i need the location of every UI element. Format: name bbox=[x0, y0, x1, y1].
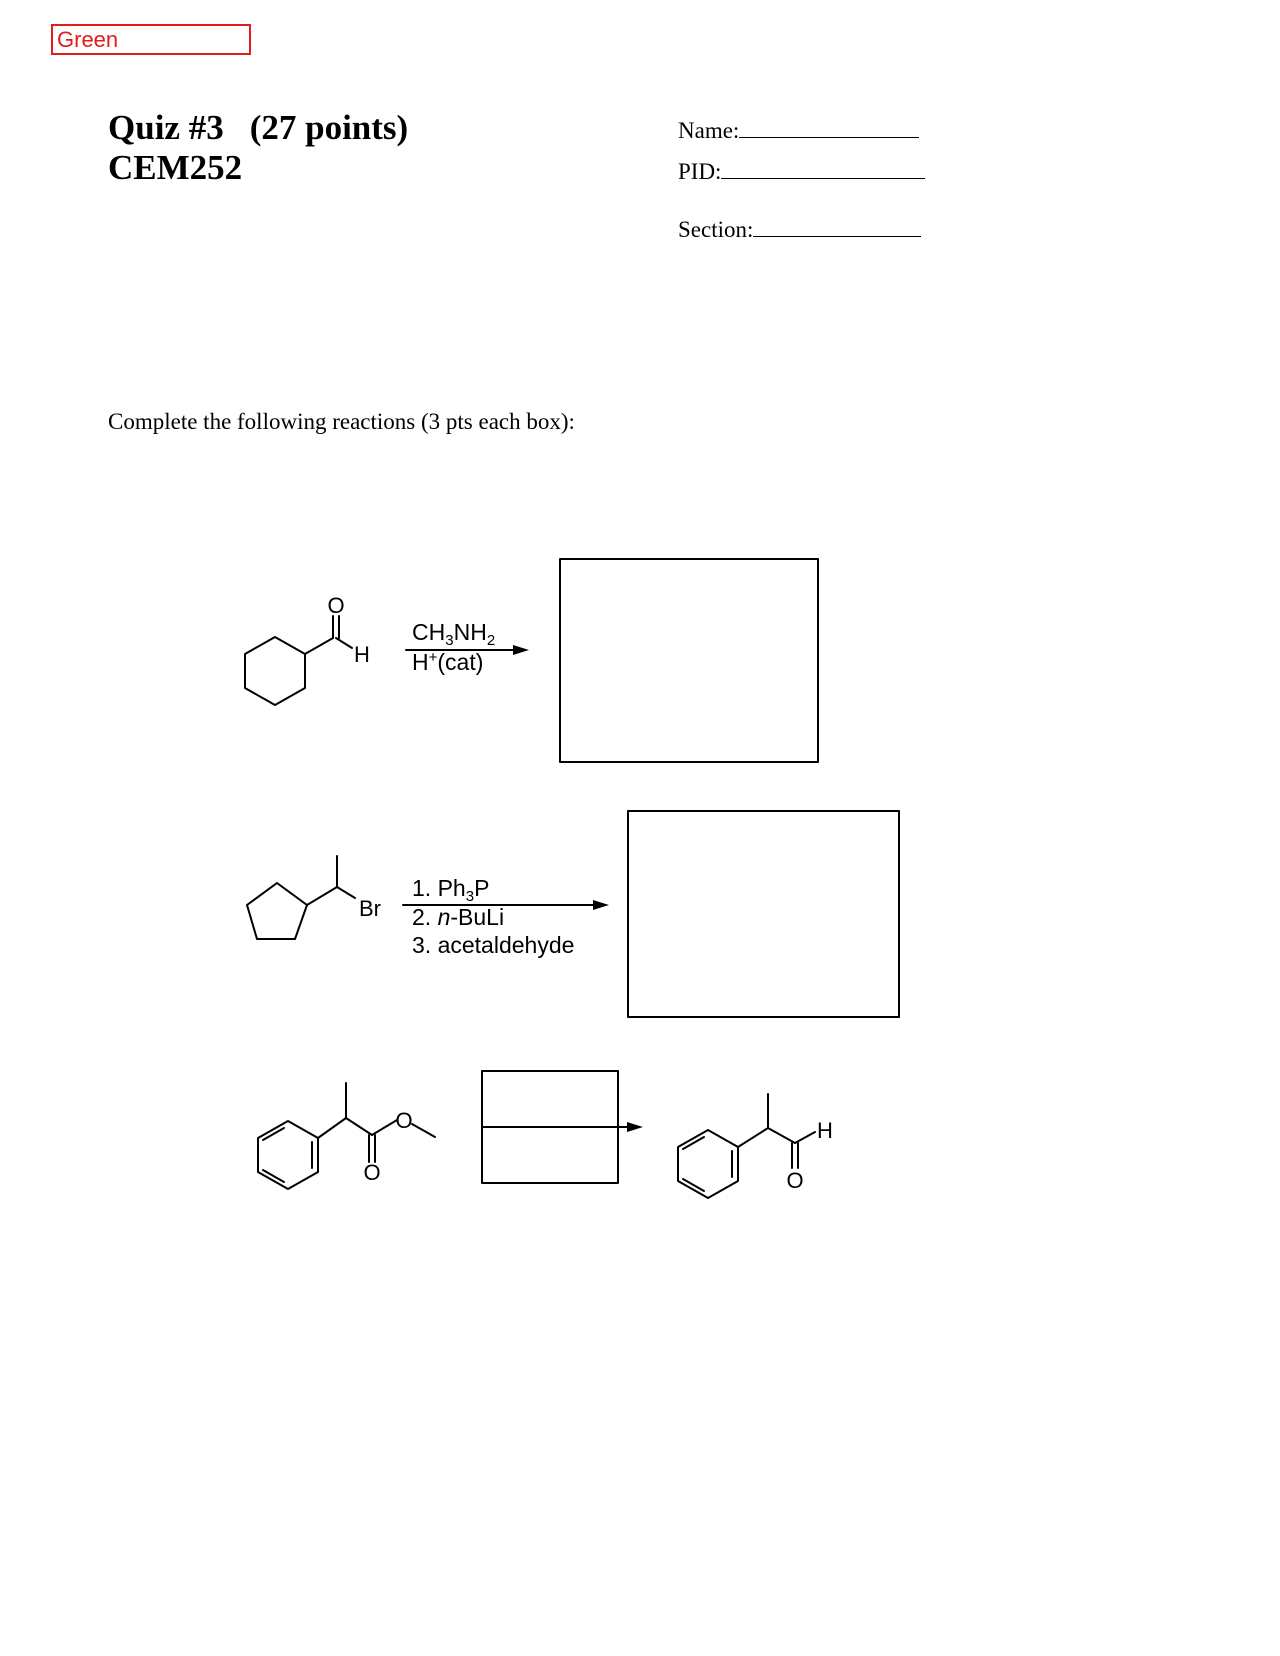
arrowhead-3 bbox=[627, 1122, 643, 1132]
bond-ring-to-carbonyl bbox=[305, 638, 333, 654]
pid-label: PID: bbox=[678, 159, 722, 184]
atom-o-ester-single: O bbox=[395, 1108, 413, 1133]
benzene-ring-2 bbox=[678, 1130, 738, 1198]
quiz-number: Quiz #3 bbox=[108, 108, 224, 147]
benzene-ring-1 bbox=[258, 1121, 318, 1189]
bond-c-h-aldehyde bbox=[795, 1132, 815, 1143]
quiz-points: (27 points) bbox=[249, 108, 409, 147]
reaction-2-starting-material bbox=[247, 856, 355, 939]
atom-h-1: H bbox=[354, 642, 370, 667]
bond-ring-to-ch bbox=[307, 887, 337, 905]
bond-c-br bbox=[337, 887, 355, 898]
reagent-step-3: 3. acetaldehyde bbox=[412, 932, 575, 958]
arrowhead-2 bbox=[593, 900, 609, 910]
atom-o-product: O bbox=[786, 1168, 804, 1193]
name-label: Name: bbox=[678, 118, 740, 143]
atom-br: Br bbox=[359, 896, 381, 921]
bond-ring-to-ch-2 bbox=[738, 1128, 768, 1147]
version-tag: Green bbox=[51, 24, 251, 55]
reaction-1-starting-material bbox=[245, 616, 352, 705]
cyclohexane-ring bbox=[245, 637, 305, 705]
reagent-acid-catalyst: H+(cat) bbox=[412, 649, 484, 675]
atom-o-1: O bbox=[327, 593, 345, 618]
reagent-methylamine: $CH_3NH_2$ bbox=[412, 619, 496, 649]
arrowhead-1 bbox=[513, 645, 529, 655]
bond-ch-to-cho bbox=[768, 1128, 795, 1143]
answer-box-1[interactable] bbox=[560, 559, 818, 762]
cyclopentane-ring bbox=[247, 883, 307, 939]
bond-c-o-ester bbox=[372, 1120, 397, 1135]
atom-h-product: H bbox=[817, 1118, 833, 1143]
section-label: Section: bbox=[678, 217, 754, 242]
bond-o-methyl bbox=[412, 1124, 435, 1137]
reagent-step-1: 1. $Ph_3P$ bbox=[412, 875, 490, 905]
bond-ch-to-carbonyl bbox=[346, 1118, 372, 1135]
bond-ring-to-ch-1 bbox=[318, 1118, 346, 1138]
bond-c-h bbox=[336, 638, 352, 648]
reaction-3-starting-material bbox=[258, 1083, 435, 1189]
reagent-step-2: 2. n-BuLi bbox=[412, 904, 505, 930]
course-code: CEM252 bbox=[108, 148, 243, 187]
atom-o-ester-double: O bbox=[363, 1160, 381, 1185]
instructions: Complete the following reactions (3 pts each box): bbox=[108, 409, 575, 434]
answer-box-2[interactable] bbox=[628, 811, 899, 1017]
